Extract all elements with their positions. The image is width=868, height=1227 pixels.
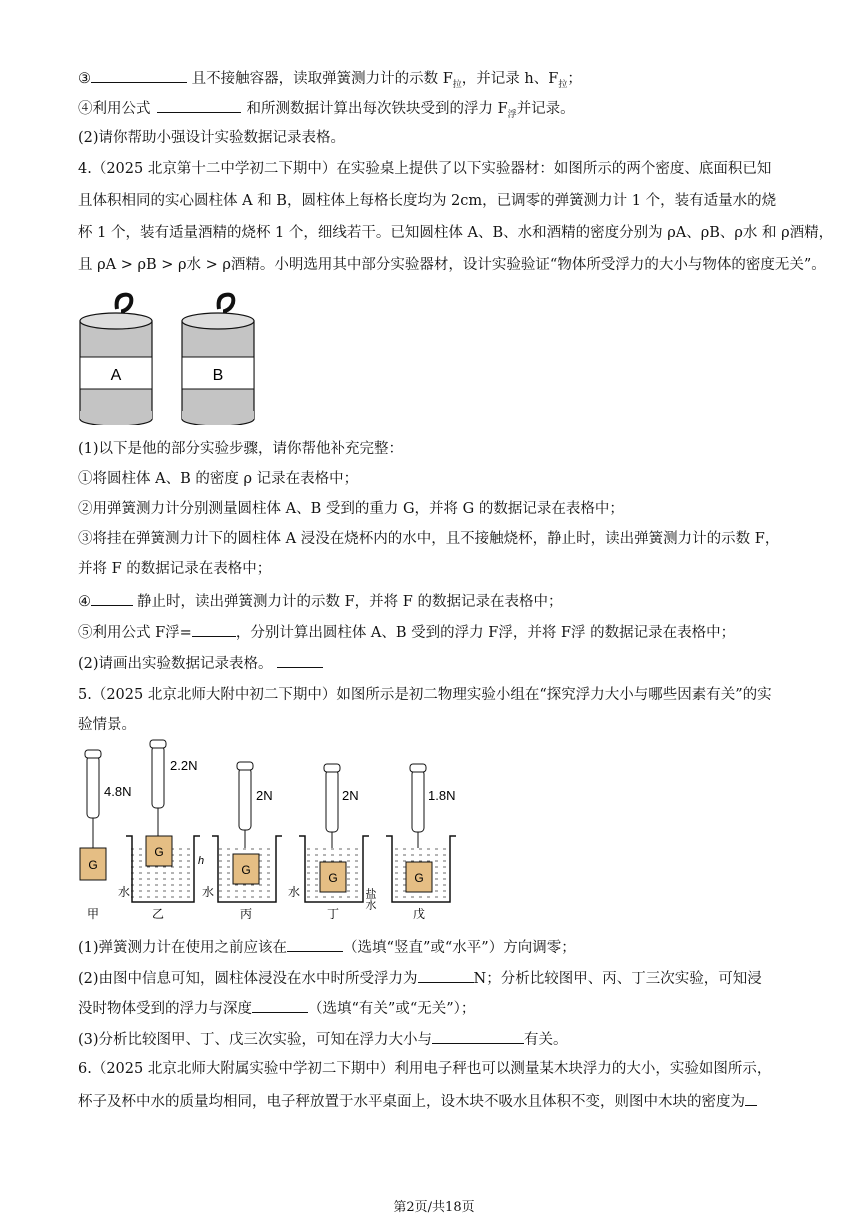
block-label: G [154,845,164,859]
q5-line1: 5.（2025 北京北师大附中初二下期中）如图所示是初二物理实验小组在“探究浮力大小与哪些因素有关”的实 [78,687,772,703]
answer-blank[interactable] [745,1091,757,1106]
text: （选填“竖直”或“水平”）方向调零； [343,940,576,956]
text: ，分别计算出圆柱体 A、B 受到的浮力 F浮，并将 F浮 的数据记录在表格中； [235,625,736,641]
liquid-ding: 水 [288,885,301,899]
setup-yi [118,740,204,921]
page-footer: 第2页/共18页 [393,1200,475,1215]
spring-scale-icon [412,770,424,832]
caption-yi: 乙 [151,907,165,921]
answer-blank[interactable] [192,622,236,637]
text: 没时物体受到的浮力与深度 [78,1001,252,1017]
text: ④ [78,594,91,610]
text: 并记录。 [516,101,575,117]
text: 且不接触容器，读取弹簧测力计的示数 F [191,71,453,87]
text: 静止时，读出弹簧测力计的示数 F，并将 F 的数据记录在表格中； [137,594,563,610]
cylinder-b [182,295,254,425]
q4-step5 [78,622,735,642]
caption-jia: 甲 [86,907,100,921]
answer-blank[interactable] [287,937,343,952]
q4-part1: (1)以下是他的部分实验步骤，请你帮他补充完整： [78,441,404,457]
q4-line3: 杯 1 个，装有适量酒精的烧杯 1 个，细线若干。已知圆柱体 A、B、水和酒精的密度分别为 ρA、ρB、ρ水 和 ρ酒精， [78,225,834,241]
text: （选填“有关”或“无关”）； [308,1001,476,1017]
q4-step3: ③将挂在弹簧测力计下的圆柱体 A 浸没在烧杯内的水中，且不接触烧杯，静止时，读出弹簧测力计的示数 F， [78,531,780,547]
liquid-wu: 盐水 [364,888,376,910]
subscript: 浮 [507,109,517,120]
liquid-bing: 水 [202,885,215,899]
caption-bing: 丙 [239,907,253,921]
caption-wu: 戊 [412,907,426,921]
depth-label: h [198,855,205,867]
reading-wu: 1.8N [428,788,456,803]
subscript: 拉 [452,79,462,90]
text: ④利用公式 [78,101,151,117]
q6-line1: 6.（2025 北京北师大附属实验中学初二下期中）利用电子秤也可以测量某木块浮力的大小，实验如图所示， [78,1061,772,1077]
block-label: G [328,871,338,885]
q4-step3b: 并将 F 的数据记录在表格中； [78,561,272,577]
answer-blank[interactable] [91,591,133,606]
spring-scale-icon [326,770,338,832]
spring-scale-icon [87,756,99,818]
answer-blank[interactable] [91,68,187,83]
answer-blank[interactable] [252,998,308,1013]
reading-bing: 2N [256,788,273,803]
setup-wu [364,764,456,921]
q5-part2 [78,968,762,988]
q4-part2 [78,653,323,673]
liquid-yi: 水 [118,885,131,899]
reading-ding: 2N [342,788,359,803]
step-number: ③ [78,71,91,87]
text: ； [567,71,582,87]
cylinder-b-label: B [212,367,224,384]
text: ⑤利用公式 F浮= [78,625,192,641]
setup-ding [288,764,369,921]
q4-line1: 4.（2025 北京第十二中学初二下期中）在实验桌上提供了以下实验器材：如图所示的两个密度、底面积已知 [78,161,772,177]
q4-step2: ②用弹簧测力计分别测量圆柱体 A、B 受到的重力 G，并将 G 的数据记录在表格中； [78,501,624,517]
block-label: G [414,871,424,885]
q5-line2: 验情景。 [78,717,136,733]
buoyancy-figure [74,738,474,928]
text: (2)请画出实验数据记录表格。 [78,656,273,672]
text: ，并记录 h、F [461,71,559,87]
text: (2)由图中信息可知，圆柱体浸没在水中时所受浮力为 [78,971,418,987]
step3-line [78,68,582,94]
spring-scale-icon [152,746,164,808]
text: 有关。 [524,1032,568,1048]
cylinder-a [80,295,152,425]
q4-step4 [78,591,562,611]
q5-part1 [78,937,576,957]
answer-blank[interactable] [418,968,474,983]
answer-blank[interactable] [277,653,323,668]
setup-bing [202,762,282,921]
caption-ding: 丁 [326,907,340,921]
subscript: 拉 [558,79,568,90]
q4-step1: ①将圆柱体 A、B 的密度 ρ 记录在表格中； [78,471,359,487]
cylinder-a-label: A [110,367,122,384]
q4-line4: 且 ρA > ρB > ρ水 > ρ酒精。小明选用其中部分实验器材，设计实验验证“物体所受浮力的大小与物体的密度无关”。 [78,257,826,273]
cylinders-figure [74,285,264,425]
text: (3)分析比较图甲、丁、戊三次实验，可知在浮力大小与 [78,1032,433,1048]
spring-scale-icon [239,768,251,830]
q3-part2: (2)请你帮助小强设计实验数据记录表格。 [78,130,346,146]
q5-part2b [78,998,475,1018]
step4-line [78,98,575,124]
reading-yi: 2.2N [170,758,198,773]
block-label: G [88,858,98,872]
text: 和所测数据计算出每次铁块受到的浮力 F [246,101,508,117]
q4-line2: 且体积相同的实心圆柱体 A 和 B，圆柱体上每格长度均为 2cm，已调零的弹簧测力计 1 个，装有适量水的烧 [78,193,777,209]
text: 杯子及杯中水的质量均相同，电子秤放置于水平桌面上，设木块不吸水且体积不变，则图中木块的密度为 [78,1094,745,1110]
q6-line2 [78,1091,757,1111]
reading-jia: 4.8N [104,784,132,799]
text: (1)弹簧测力计在使用之前应该在 [78,940,288,956]
text: N；分析比较图甲、丙、丁三次实验，可知浸 [473,971,762,987]
q5-part3 [78,1029,568,1049]
answer-blank[interactable] [432,1029,524,1044]
answer-blank[interactable] [157,98,241,113]
block-label: G [241,863,251,877]
